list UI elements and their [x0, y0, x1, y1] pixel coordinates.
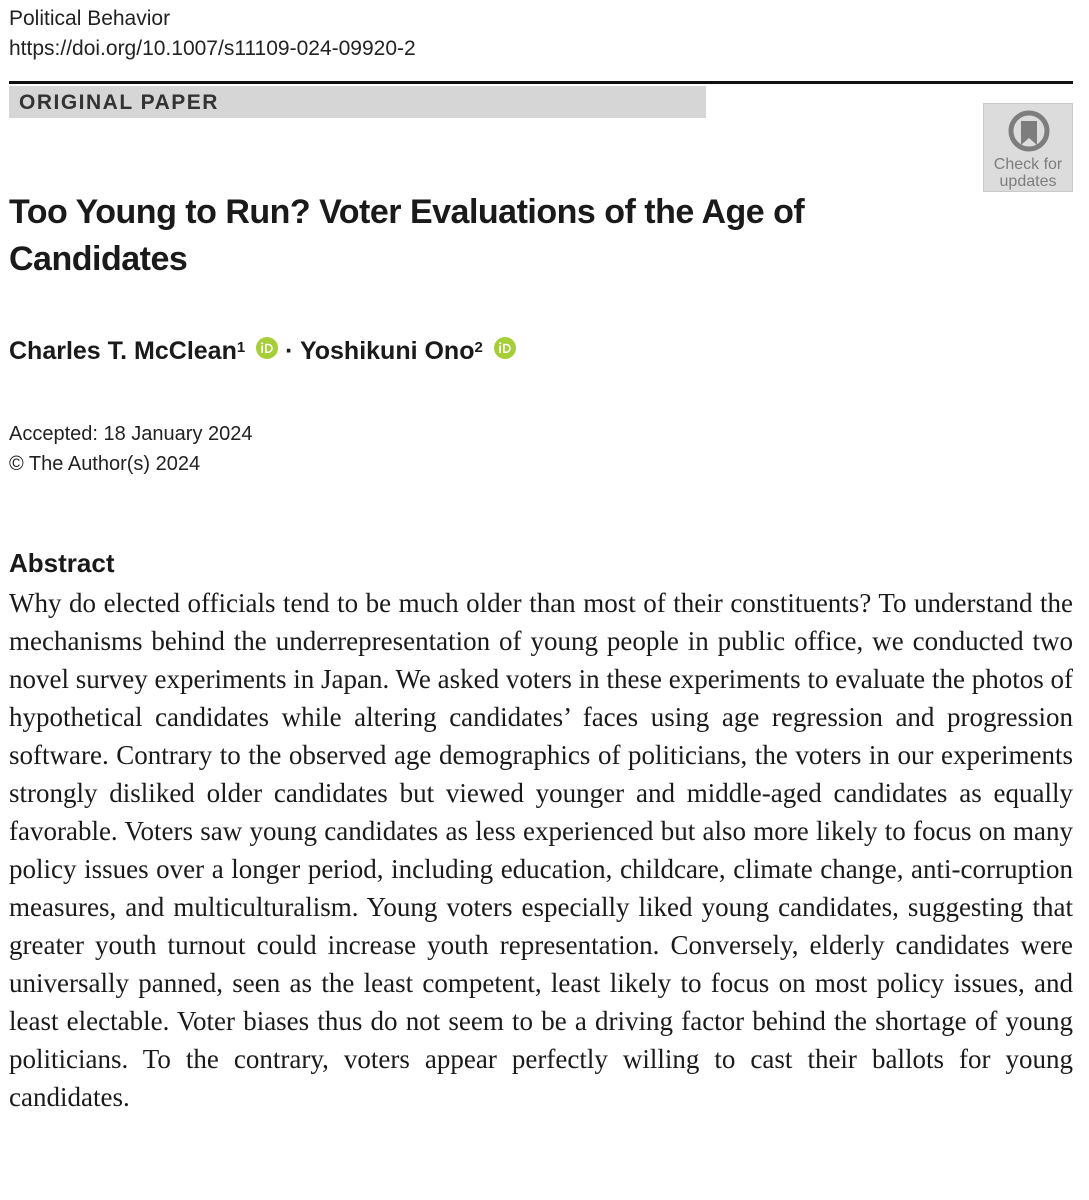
article-title: Too Young to Run? Voter Evaluations of the Age of Candidates: [9, 193, 805, 278]
abstract-heading: Abstract: [9, 548, 115, 578]
publication-dates: [9, 419, 253, 479]
crossmark-line2: updates: [999, 173, 1057, 190]
check-for-updates-badge[interactable]: [983, 103, 1073, 192]
section-band: [9, 86, 706, 118]
author-name[interactable]: Charles T. McClean: [9, 337, 237, 365]
abstract-text: Why do elected officials tend to be much older than most of their constituents? To understand the mechanisms behind the underrepresentation of young people in public office, we conducted two novel survey experiments in Japan. We asked voters in these experiments to evaluate the photos of hypothetical candidates while altering candidates’ faces using age regression and progression software. Contrary to the observed age demographics of politicians, the voters in our experiments strongly disliked older candidates but viewed younger and middle-aged candidates as equally favorable. Voters saw young candidates as less experienced but also more likely to focus on many policy issues over a longer period, including education, childcare, climate change, anti-corruption measures, and multiculturalism. Young voters especially liked young candidates, suggesting that greater youth turnout could increase youth representation. Conversely, elderly candidates were universally panned, seen as the least competent, least likely to focus on most policy issues, and least electable. Voter biases thus do not seem to be a driving factor behind the shortage of young politicians. To the contrary, voters appear perfectly willing to cast their ballots for young candidates.: [9, 588, 1073, 1112]
author-affiliation: 1: [236, 339, 246, 356]
journal-header: [9, 4, 416, 64]
crossmark-text: [984, 156, 1072, 190]
section-label: ORIGINAL PAPER: [19, 91, 219, 114]
copyright-notice: © The Author(s) 2024: [9, 453, 201, 475]
accepted-date: Accepted: 18 January 2024: [9, 423, 253, 445]
crossmark-icon: [1007, 109, 1051, 153]
orcid-icon[interactable]: [494, 337, 516, 359]
author-list: [9, 331, 516, 371]
author-name[interactable]: Yoshikuni Ono: [299, 337, 475, 365]
author-affiliation: 2: [474, 339, 483, 356]
orcid-icon[interactable]: [256, 337, 278, 359]
header-rule: [9, 81, 1073, 84]
journal-name: Political Behavior: [9, 7, 171, 30]
crossmark-line1: Check for: [993, 156, 1063, 173]
doi-link[interactable]: https://doi.org/10.1007/s11109-024-09920-2: [9, 37, 416, 60]
author-separator: ·: [285, 337, 294, 365]
